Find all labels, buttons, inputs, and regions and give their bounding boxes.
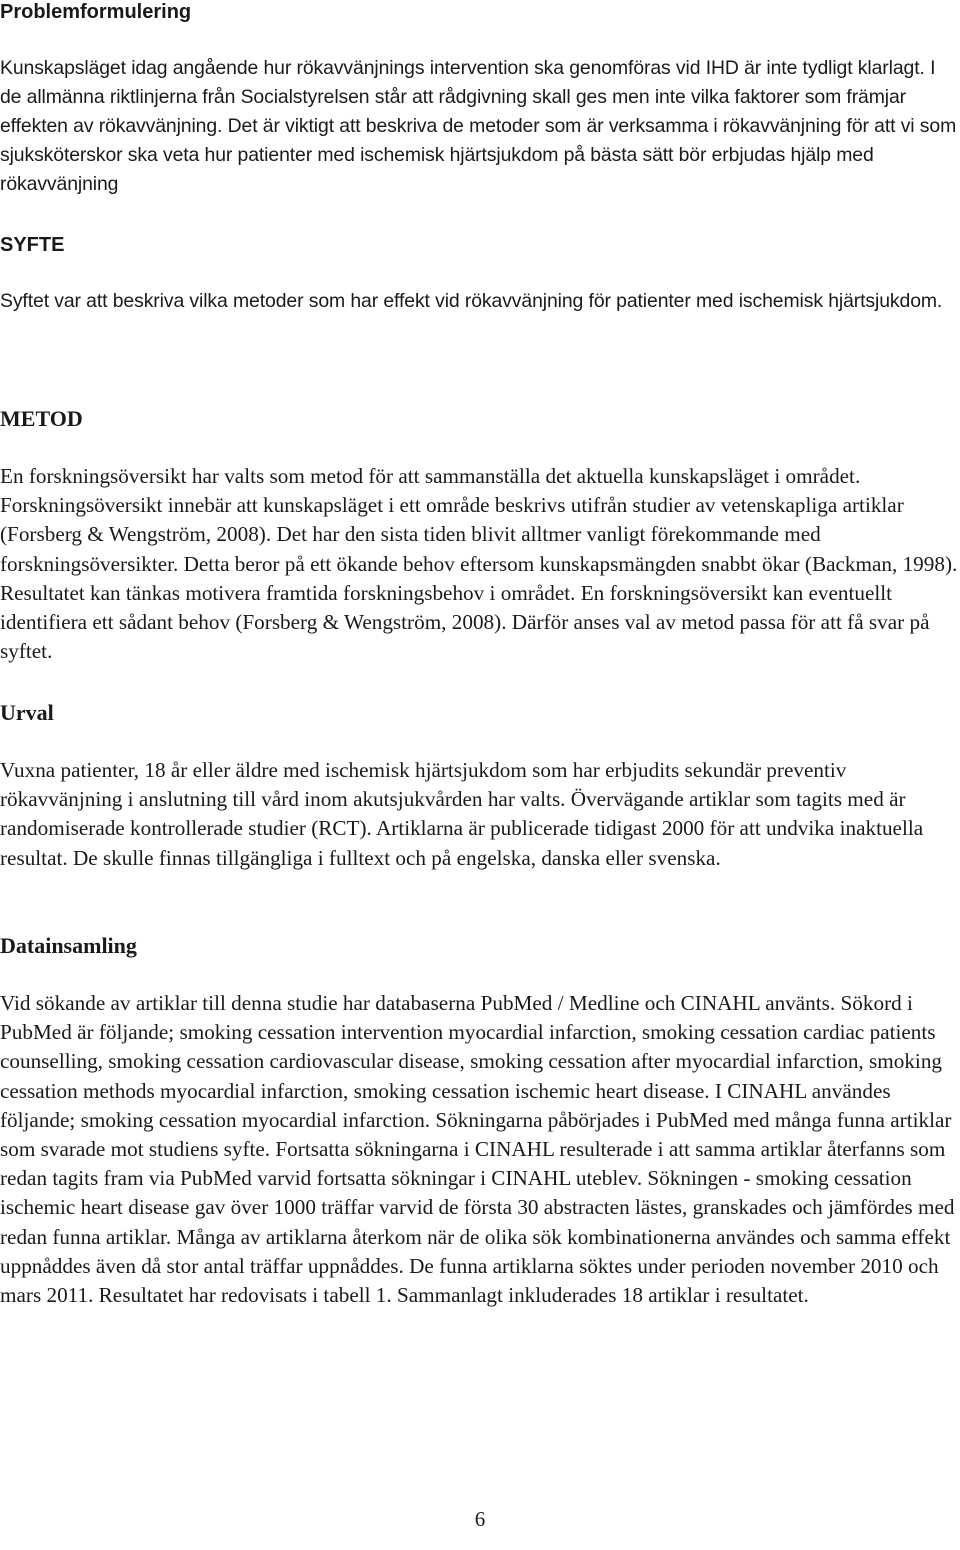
selection-paragraph: Vuxna patienter, 18 år eller äldre med ischemisk hjärtsjukdom som har erbjudits sekundär preventiv rökavvänjning i anslutning till vård inom akutsjukvården har valts. Övervägande artiklar som tagits med är randomiserade kontrollerade studier (RCT). Artiklarna är publicerade tidigast 2000 för att undvika inaktuella resultat. De skulle finnas tillgängliga i fulltext och på engelska, danska eller svenska.: [0, 758, 924, 870]
page-number: 6: [474, 1507, 486, 1531]
method-paragraph: En forskningsöversikt har valts som metod för att sammanställa det aktuella kunskapsläget i området. Forskningsöversikt innebär att kunskapsläget i ett område beskrivs utifrån studier av vetenskapliga artiklar (Forsberg & Wengström, 2008). Det har den sista tiden blivit alltmer vanligt förekommande med forskningsöversikter. Detta beror på ett ökande behov eftersom kunskapsmängden snabbt ökar (Backman, 1998). Resultatet kan tänkas motivera framtida forskningsbehov i området. En forskningsöversikt kan eventuellt identifiera ett sådant behov (Forsberg & Wengström, 2008). Därför anses val av metod passa för att få svar på syftet.: [0, 464, 958, 664]
method-heading: METOD: [0, 406, 83, 431]
aim-paragraph: Syftet var att beskriva vilka metoder som har effekt vid rökavvänjning för patienter med ischemisk hjärtsjukdom.: [0, 290, 943, 312]
data-collection-heading: Datainsamling: [0, 933, 137, 958]
selection-heading: Urval: [0, 700, 54, 725]
problem-paragraph: Kunskapsläget idag angående hur rökavvänjnings intervention ska genomföras vid IHD är inte tydligt klarlagt. I de allmänna riktlinjerna från Socialstyrelsen står att rådgivning skall ges men inte vilka faktorer som främjar effekten av rökavvänjning. Det är viktigt att beskriva de metoder som är verksamma i rökavvänjning för att vi som sjuksköterskor ska veta hur patienter med ischemisk hjärtsjukdom på bästa sätt bör erbjudas hjälp med rökavvänjning: [0, 57, 957, 195]
data-collection-paragraph: Vid sökande av artiklar till denna studie har databaserna PubMed / Medline och CINAHL använts. Sökord i PubMed är följande; smoking cessation intervention myocardial infarction, smoking cessation cardiac patients counselling, smoking cessation cardiovascular disease, smoking cessation after myocardial infarction, smoking cessation methods myocardial infarction, smoking cessation ischemic heart disease. I CINAHL användes följande; smoking cessation myocardial infarction. Sökningarna påbörjades i PubMed med många funna artiklar som svarade mot studiens syfte. Fortsatta sökningarna i CINAHL resulterade i att samma artiklar återfanns som redan tagits fram via PubMed varvid fortsatta sökningar i CINAHL uteblev. Sökningen - smoking cessation ischemic heart disease gav över 1000 träffar varvid de första 30 abstracten lästes, granskades och jämfördes med redan funna artiklar. Många av artiklarna återkom när de olika sök kombinationerna användes och samma effekt uppnåddes även då stor antal träffar uppnåddes. De funna artiklarna söktes under perioden november 2010 och mars 2011. Resultatet har redovisats i tabell 1. Sammanlagt inkluderades 18 artiklar i resultatet.: [0, 991, 955, 1308]
problem-heading: Problemformulering: [0, 1, 192, 23]
aim-heading: SYFTE: [0, 234, 65, 256]
